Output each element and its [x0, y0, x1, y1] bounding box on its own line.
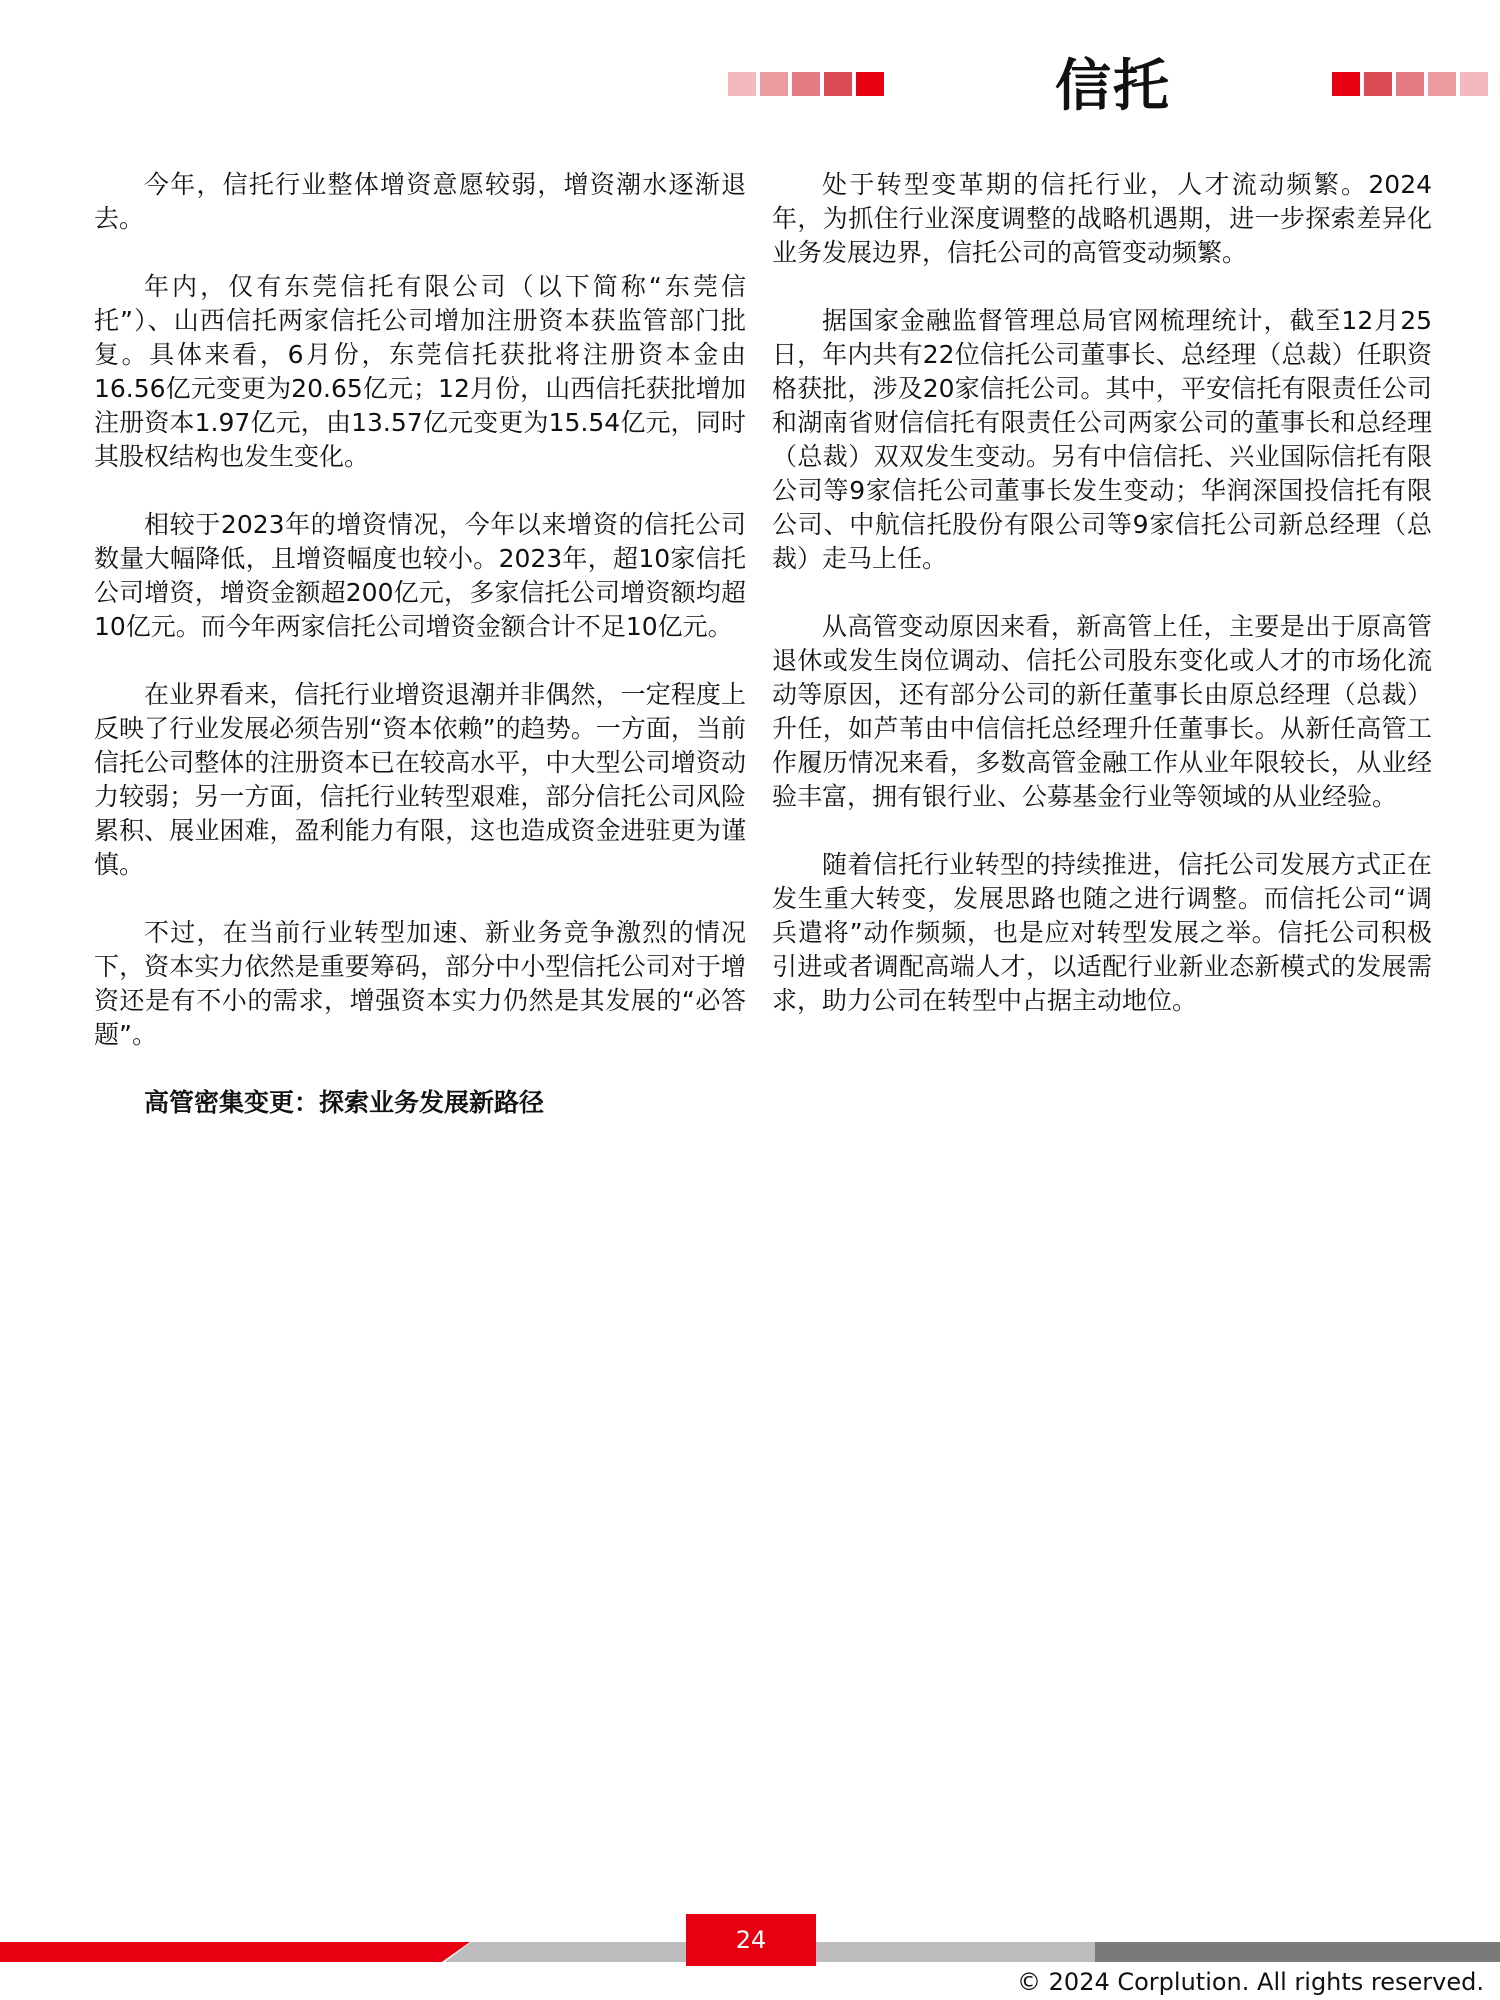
- page-header: [0, 0, 1500, 160]
- paragraph: 不过，在当前行业转型加速、新业务竞争激烈的情况下，资本实力依然是重要筹码，部分中小型信托公司对于增资还是有不小的需求，增强资本实力仍然是其发展的“必答题”。: [94, 918, 746, 1049]
- footer-dark-stripe: [1095, 1942, 1500, 1962]
- decor-square: [760, 72, 788, 96]
- decor-square: [728, 72, 756, 96]
- decor-square: [1332, 72, 1360, 96]
- section-heading: 高管密集变更：探索业务发展新路径: [144, 1088, 545, 1117]
- paragraph: 今年，信托行业整体增资意愿较弱，增资潮水逐渐退去。: [94, 170, 746, 233]
- decor-square: [1364, 72, 1392, 96]
- paragraph: 相较于2023年的增资情况，今年以来增资的信托公司数量大幅降低，且增资幅度也较小。2023年，超10家信托公司增资，增资金额超200亿元，多家信托公司增资额均超10亿元。而今年两家信托公司增资金额合计不足10亿元。: [94, 510, 746, 641]
- header-squares-right: [1332, 72, 1488, 96]
- decor-square: [792, 72, 820, 96]
- decor-square: [1460, 72, 1488, 96]
- decor-square: [856, 72, 884, 96]
- page-number: 24: [686, 1914, 816, 1966]
- left-column: [94, 168, 746, 1154]
- paragraph: 处于转型变革期的信托行业，人才流动频繁。2024年，为抓住行业深度调整的战略机遇期，进一步探索差异化业务发展边界，信托公司的高管变动频繁。: [772, 170, 1432, 267]
- paragraph: 随着信托行业转型的持续推进，信托公司发展方式正在发生重大转变，发展思路也随之进行调整。而信托公司“调兵遣将”动作频频，也是应对转型发展之举。信托公司积极引进或者调配高端人才，以适配行业新业态新模式的发展需求，助力公司在转型中占据主动地位。: [772, 850, 1432, 1015]
- paragraph: 在业界看来，信托行业增资退潮并非偶然，一定程度上反映了行业发展必须告别“资本依赖”的趋势。一方面，当前信托公司整体的注册资本已在较高水平，中大型公司增资动力较弱；另一方面，信托行业转型艰难，部分信托公司风险累积、展业困难，盈利能力有限，这也造成资金进驻更为谨慎。: [94, 680, 746, 879]
- right-column: [772, 168, 1432, 1052]
- header-squares-left: [728, 72, 884, 96]
- paragraph: 据国家金融监督管理总局官网梳理统计，截至12月25日，年内共有22位信托公司董事长、总经理（总裁）任职资格获批，涉及20家信托公司。其中，平安信托有限责任公司和湖南省财信信托有限责任公司两家公司的董事长和总经理（总裁）双双发生变动。另有中信信托、兴业国际信托有限公司等9家信托公司董事长发生变动；华润深国投信托有限公司、中航信托股份有限公司等9家信托公司新总经理（总裁）走马上任。: [772, 306, 1432, 573]
- decor-square: [1396, 72, 1424, 96]
- paragraph: 年内，仅有东莞信托有限公司（以下简称“东莞信托”）、山西信托两家信托公司增加注册资本获监管部门批复。具体来看，6月份，东莞信托获批将注册资本金由16.56亿元变更为20.65亿元；12月份，山西信托获批增加注册资本1.97亿元，由13.57亿元变更为15.54亿元，同时其股权结构也发生变化。: [94, 272, 746, 471]
- copyright-notice: © 2024 Corplution. All rights reserved.: [1017, 1968, 1484, 1996]
- decor-square: [1428, 72, 1456, 96]
- decor-square: [824, 72, 852, 96]
- paragraph: 从高管变动原因来看，新高管上任，主要是出于原高管退休或发生岗位调动、信托公司股东变化或人才的市场化流动等原因，还有部分公司的新任董事长由原总经理（总裁）升任，如芦苇由中信信托总经理升任董事长。从新任高管工作履历情况来看，多数高管金融工作从业年限较长，从业经验丰富，拥有银行业、公募基金行业等领域的从业经验。: [772, 612, 1432, 811]
- footer-red-stripe: [0, 1942, 470, 1962]
- section-title: 信托: [1055, 54, 1171, 119]
